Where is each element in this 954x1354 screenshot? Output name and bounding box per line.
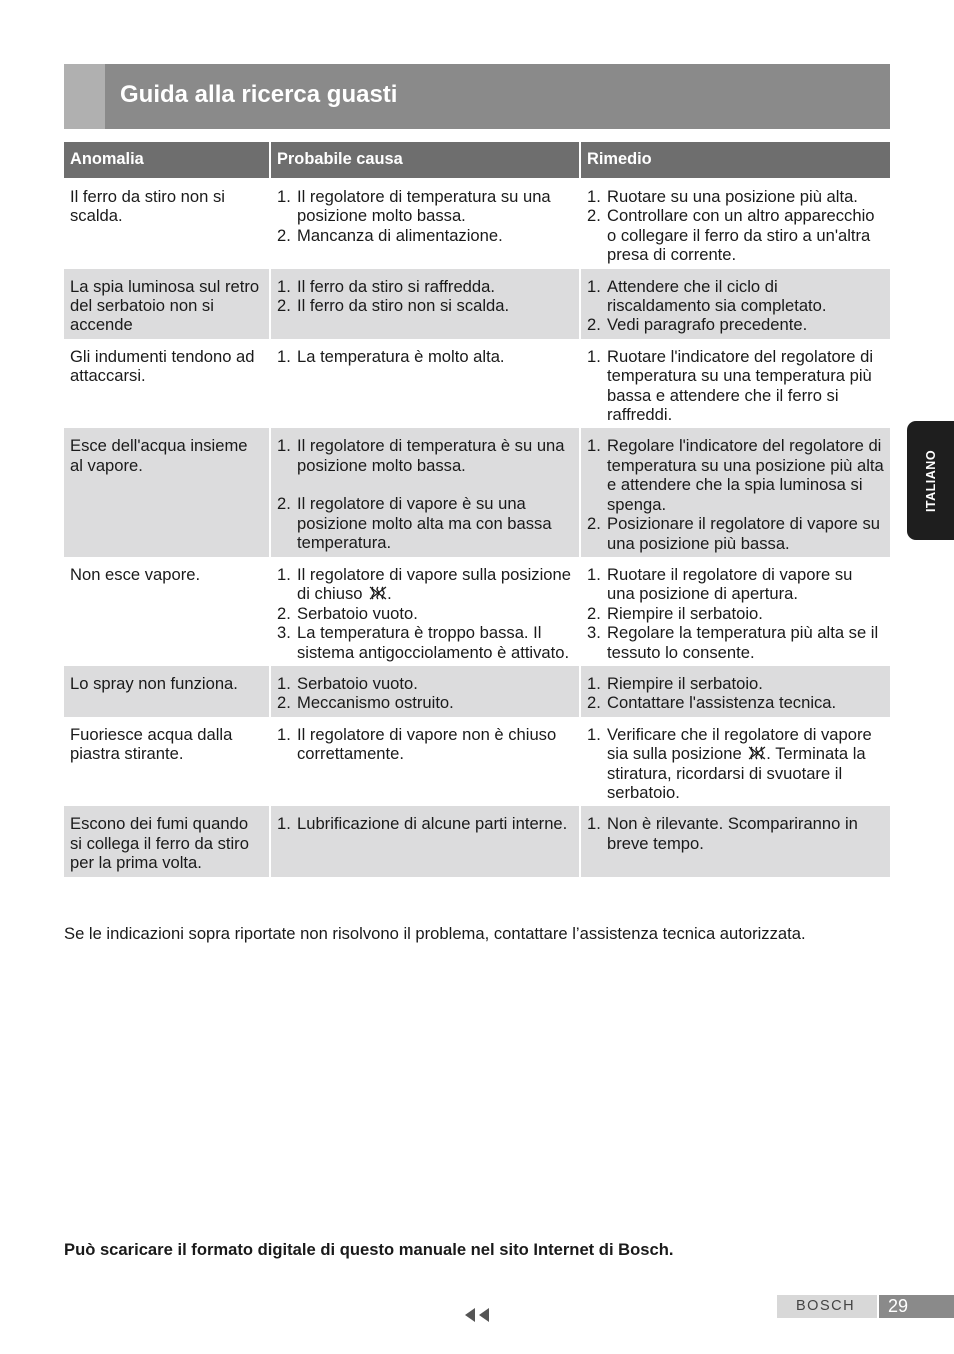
causa-cell [270, 806, 580, 876]
list-item: 2. Mancanza di alimentazione. [277, 225, 503, 245]
list-item: 1. Ruotare l'indicatore del regolatore di temperatura su una temperatura più bassa e attendere che il ferro si raffreddi. [587, 346, 874, 425]
steam-off-symbol-icon [748, 745, 766, 761]
list-item: 3. La temperatura è troppo bassa. Il sistema antigocciolamento è attivato. [277, 623, 570, 662]
list-item: 3. Regolare la temperatura più alta se il tessuto lo consente. [587, 623, 879, 662]
table-row [64, 717, 890, 807]
double-arrow-left-icon[interactable] [463, 1306, 491, 1324]
causa-cell [270, 717, 580, 807]
language-tab-label: ITALIANO [923, 449, 938, 512]
language-tab [907, 421, 954, 540]
table-row [64, 666, 890, 717]
table-row [64, 428, 890, 556]
anomalia-cell: Il ferro da stiro non si scalda. [70, 187, 225, 226]
list-item: 1. Non è rilevante. Scompariranno in breve tempo. [587, 814, 858, 853]
column-header-rimedio: Rimedio [580, 142, 890, 178]
troubleshooting-table [64, 142, 890, 877]
list-item: 2. Posizionare il regolatore di vapore su una posizione più bassa. [587, 514, 881, 553]
list-item: 1. Serbatoio vuoto. [277, 673, 418, 693]
table-header-row [64, 142, 890, 178]
anomalia-cell: Esce dell'acqua insieme al vapore. [64, 428, 270, 556]
anomalia-cell: Fuoriesce acqua dalla piastra stirante. [70, 724, 233, 764]
list-item: 1. Riempire il serbatoio. [587, 673, 763, 693]
list-item: 2. Vedi paragrafo precedente. [587, 315, 808, 335]
column-header-anomalia: Anomalia [64, 142, 270, 178]
column-header-causa: Probabile causa [270, 142, 580, 178]
list-item: 2. Controllare con un altro apparecchio o collegare il ferro da stiro a un'altra presa di corrente. [587, 206, 875, 265]
table-row [64, 557, 890, 666]
list-item: 1. Il ferro da stiro si raffredda. [277, 276, 495, 296]
section-header [64, 64, 890, 129]
table-row [64, 339, 890, 429]
header-accent-block [64, 64, 105, 129]
footer-page-number [879, 1295, 954, 1318]
list-item: 1. La temperatura è molto alta. [277, 346, 505, 366]
rimedio-cell [580, 428, 890, 556]
causa-cell [270, 269, 580, 339]
anomalia-cell: Lo spray non funziona. [64, 666, 270, 717]
list-item: 1. Attendere che il ciclo di riscaldamento sia completato. [587, 276, 827, 316]
list-item: 1. Regolare l'indicatore del regolatore di temperatura su una posizione più alta e attendere che la spia luminosa si spenga. [587, 436, 884, 514]
steam-off-symbol-icon [369, 585, 387, 601]
list-item: 2. Il ferro da stiro non si scalda. [277, 296, 510, 316]
page-number: 29 [888, 1296, 909, 1316]
list-item: 1. Ruotare su una posizione più alta. [587, 187, 858, 206]
list-item: 2. Il regolatore di vapore è su una posizione molto alta ma con bassa temperatura. [277, 494, 552, 553]
list-item: 1. Il regolatore di vapore sulla posizione di chiuso . [277, 564, 571, 604]
causa-cell [270, 428, 580, 556]
rimedio-cell [580, 339, 890, 429]
assistance-note: Se le indicazioni sopra riportate non risolvono il problema, contattare l’assistenza tecnica autorizzata. [64, 924, 806, 943]
brand-label: BOSCH [796, 1298, 856, 1314]
list-item: 1. Verificare che il regolatore di vapore sia sulla posizione . Terminata la stiratura, ricordarsi di svuotare il serbatoio. [587, 724, 872, 802]
causa-cell [270, 339, 580, 429]
list-item: 1. Il regolatore di temperatura su una posizione molto bassa. [277, 187, 551, 226]
table-row [64, 178, 890, 269]
table-row [64, 269, 890, 339]
anomalia-cell: Escono dei fumi quando si collega il ferro da stiro per la prima volta. [64, 806, 270, 876]
list-item: 2. Meccanismo ostruito. [277, 693, 454, 713]
causa-cell [270, 666, 580, 717]
list-item: 1. Il regolatore di temperatura è su una posizione molto bassa. [277, 436, 565, 475]
rimedio-cell [580, 806, 890, 876]
page-title: Guida alla ricerca guasti [120, 81, 398, 108]
causa-cell [270, 557, 580, 666]
list-item: 2. Serbatoio vuoto. [277, 603, 418, 623]
rimedio-cell [580, 178, 890, 269]
list-item: 2. Riempire il serbatoio. [587, 603, 763, 623]
rimedio-cell [580, 557, 890, 666]
footer-brand [777, 1295, 877, 1318]
causa-cell [270, 178, 580, 269]
anomalia-cell: Gli indumenti tendono ad attaccarsi. [70, 346, 255, 386]
list-item: 1. Lubrificazione di alcune parti interne. [277, 814, 568, 834]
rimedio-cell [580, 269, 890, 339]
rimedio-cell [580, 666, 890, 717]
anomalia-cell: La spia luminosa sul retro del serbatoio non si accende [64, 269, 270, 339]
list-item: 2. Contattare l'assistenza tecnica. [587, 693, 837, 713]
download-note: Può scaricare il formato digitale di questo manuale nel sito Internet di Bosch. [64, 1240, 674, 1259]
table-row [64, 806, 890, 876]
rimedio-cell [580, 717, 890, 807]
anomalia-cell: Non esce vapore. [70, 564, 201, 584]
list-item: 1. Ruotare il regolatore di vapore su una posizione di apertura. [587, 564, 853, 604]
list-item: 1. Il regolatore di vapore non è chiuso correttamente. [277, 724, 557, 764]
